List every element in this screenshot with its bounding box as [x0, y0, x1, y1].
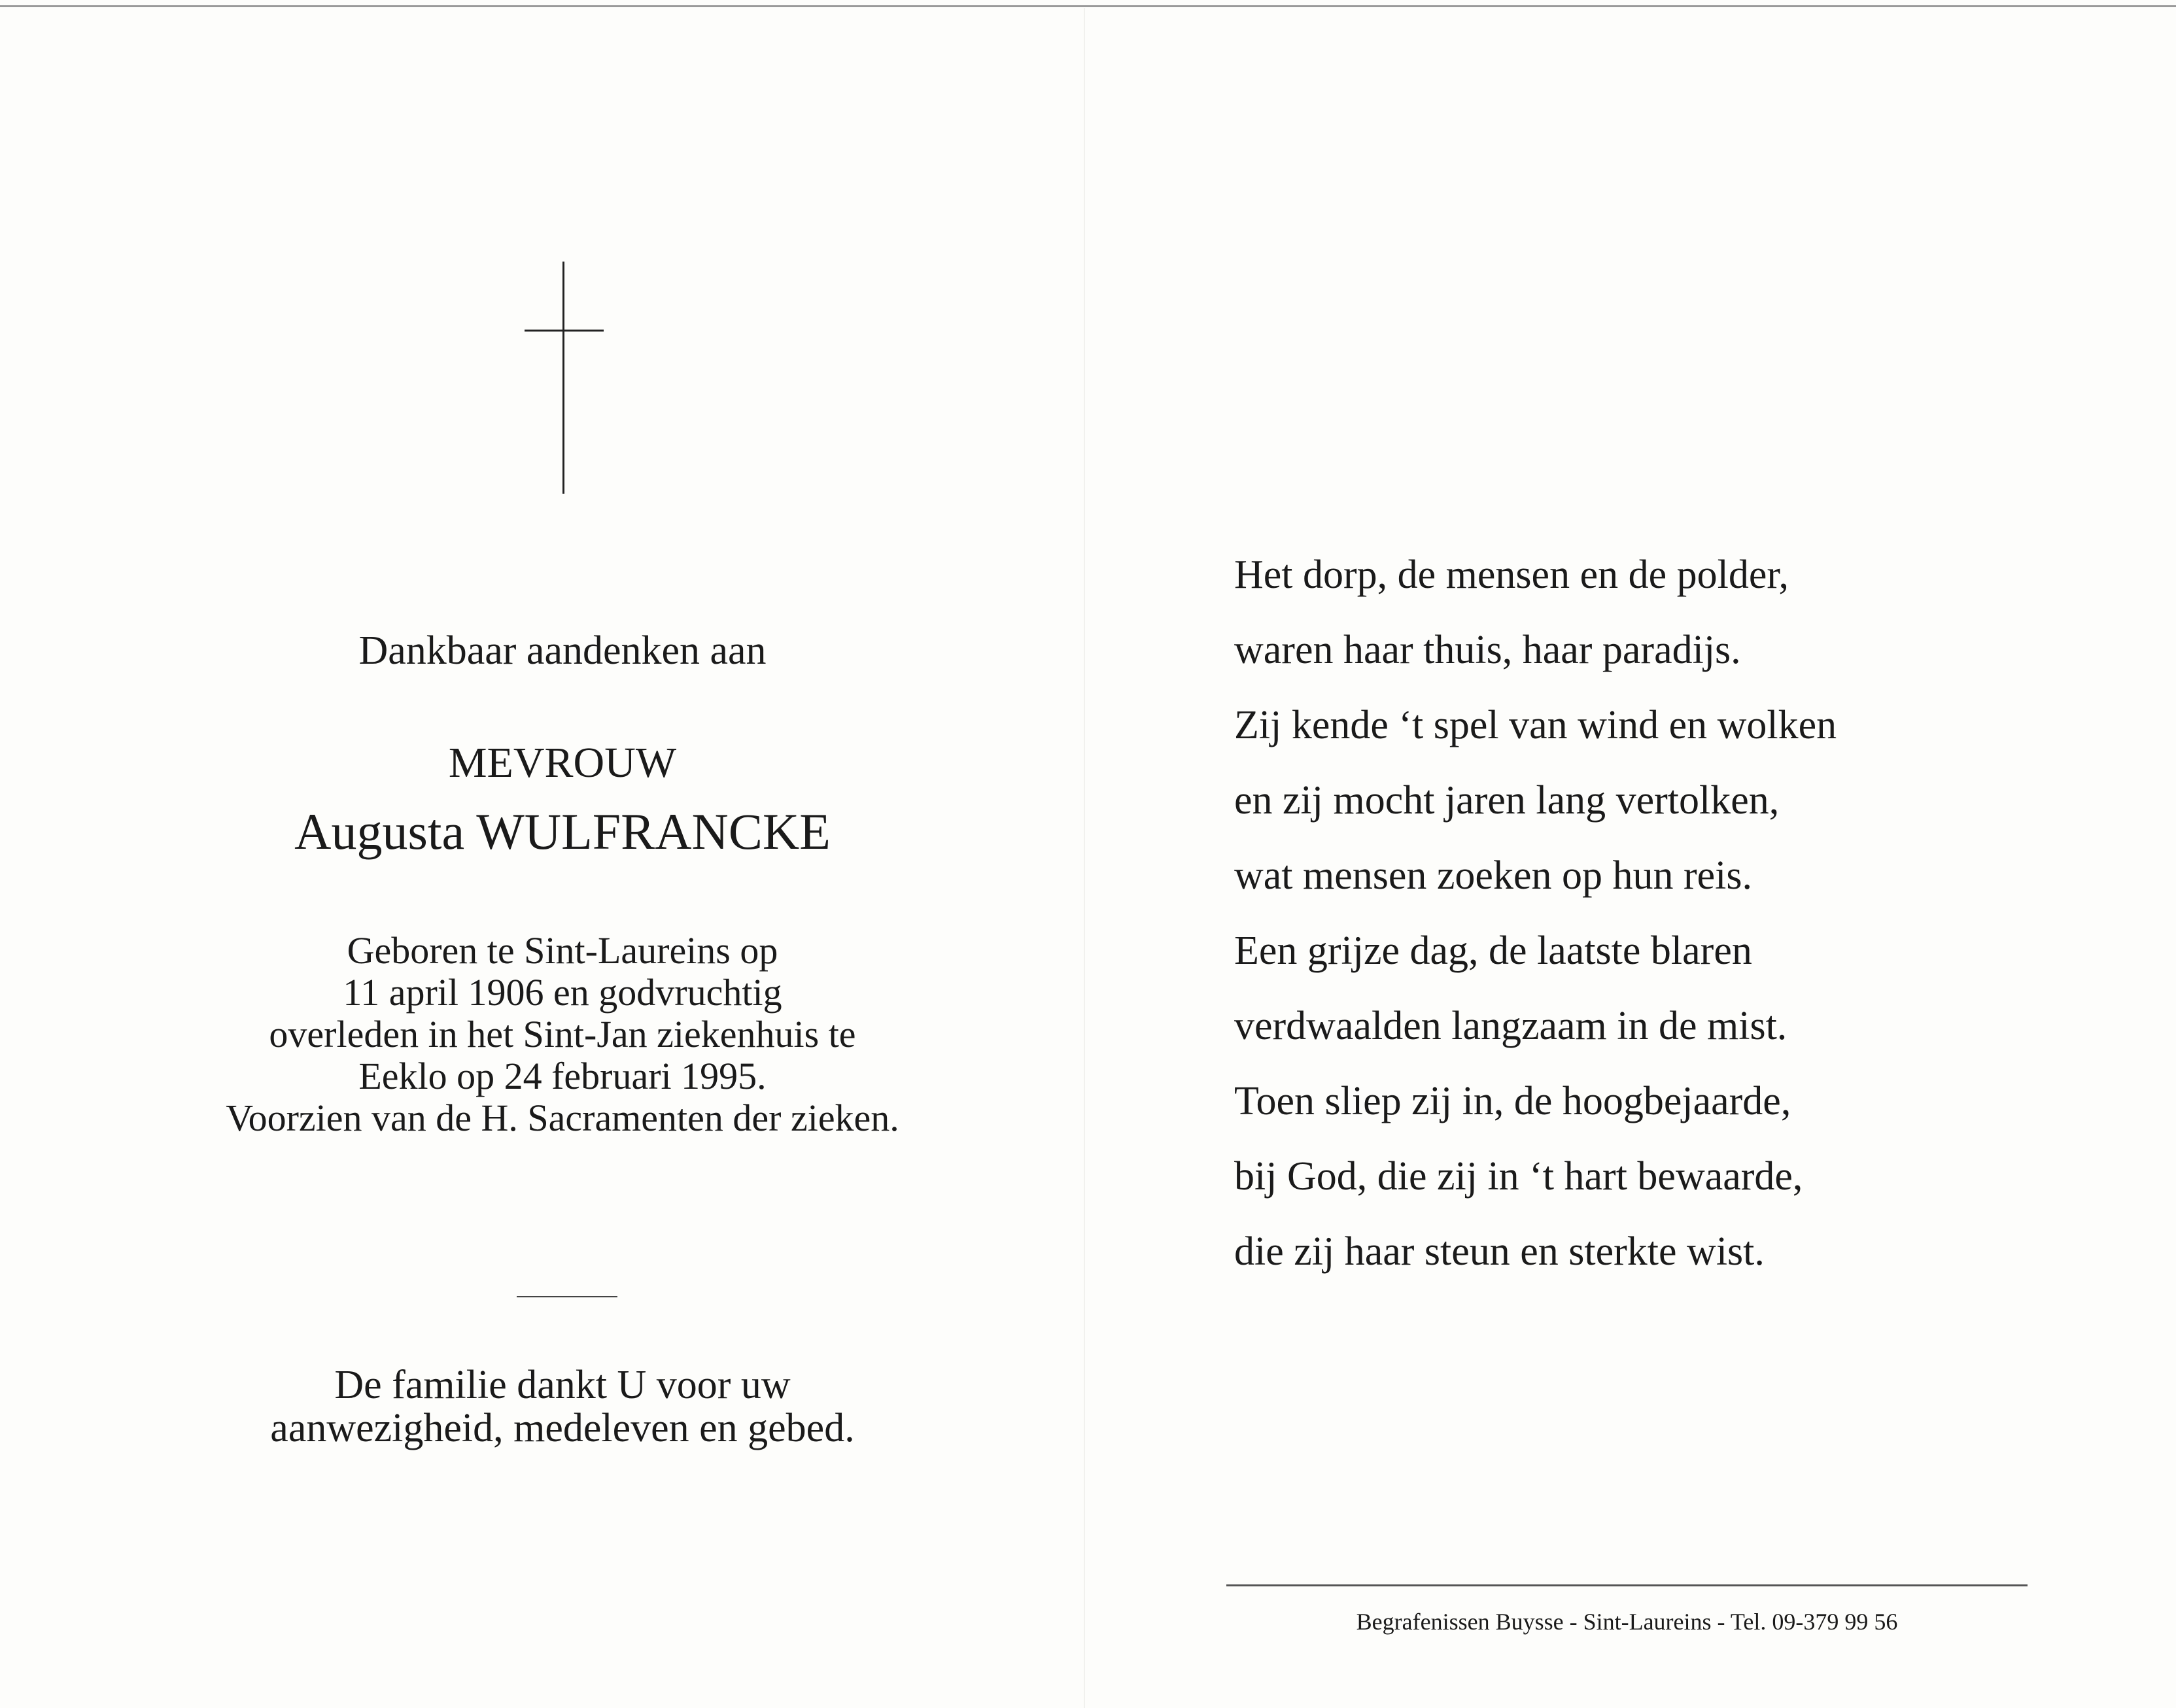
memorial-poem — [1234, 538, 2084, 1290]
poem-line: wat mensen zoeken op hun reis. — [1234, 853, 1752, 898]
deceased-name: Augusta WULFRANCKE — [294, 803, 831, 860]
poem-line: Een grijze dag, de laatste blaren — [1234, 929, 1752, 973]
poem-line: Zij kende ‘t spel van wind en wolken — [1234, 703, 1837, 747]
poem-line: waren haar thuis, haar paradijs. — [1234, 628, 1741, 672]
thanks-line: aanwezigheid, medeleven en gebed. — [270, 1406, 855, 1450]
family-thanks — [131, 1363, 994, 1450]
cross-icon-bar — [525, 330, 604, 332]
biography-line: Voorzien van de H. Sacramenten der zieken. — [226, 1097, 899, 1139]
biography-line: Eeklo op 24 februari 1995. — [358, 1055, 767, 1097]
biography-line: Geboren te Sint-Laureins op — [347, 929, 778, 972]
thanks-line: De familie dankt U voor uw — [334, 1363, 791, 1407]
biography-line: overleden in het Sint-Jan ziekenhuis te — [269, 1013, 856, 1055]
biography-line: 11 april 1906 en godvruchtig — [343, 971, 782, 1014]
section-divider — [517, 1296, 617, 1297]
poem-line: bij God, die zij in ‘t hart bewaarde, — [1234, 1154, 1803, 1199]
poem-line: Het dorp, de mensen en de polder, — [1234, 553, 1789, 597]
poem-line: en zij mocht jaren lang vertolken, — [1234, 778, 1780, 823]
funeral-home-credit: Begrafenissen Buysse - Sint-Laureins - Tel. 09-379 99 56 — [1356, 1609, 1898, 1635]
poem-line: die zij haar steun en sterkte wist. — [1234, 1229, 1765, 1274]
poem-line: verdwaalden langzaam in de mist. — [1234, 1004, 1787, 1048]
dedication-text: Dankbaar aandenken aan — [358, 628, 767, 673]
honorific-title: MEVROUW — [448, 739, 677, 787]
left-panel — [0, 0, 1084, 1708]
poem-line: Toen sliep zij in, de hoogbejaarde, — [1234, 1079, 1791, 1123]
cross-icon — [562, 262, 564, 494]
biography-block — [131, 930, 994, 1139]
footer-rule — [1226, 1584, 2028, 1586]
